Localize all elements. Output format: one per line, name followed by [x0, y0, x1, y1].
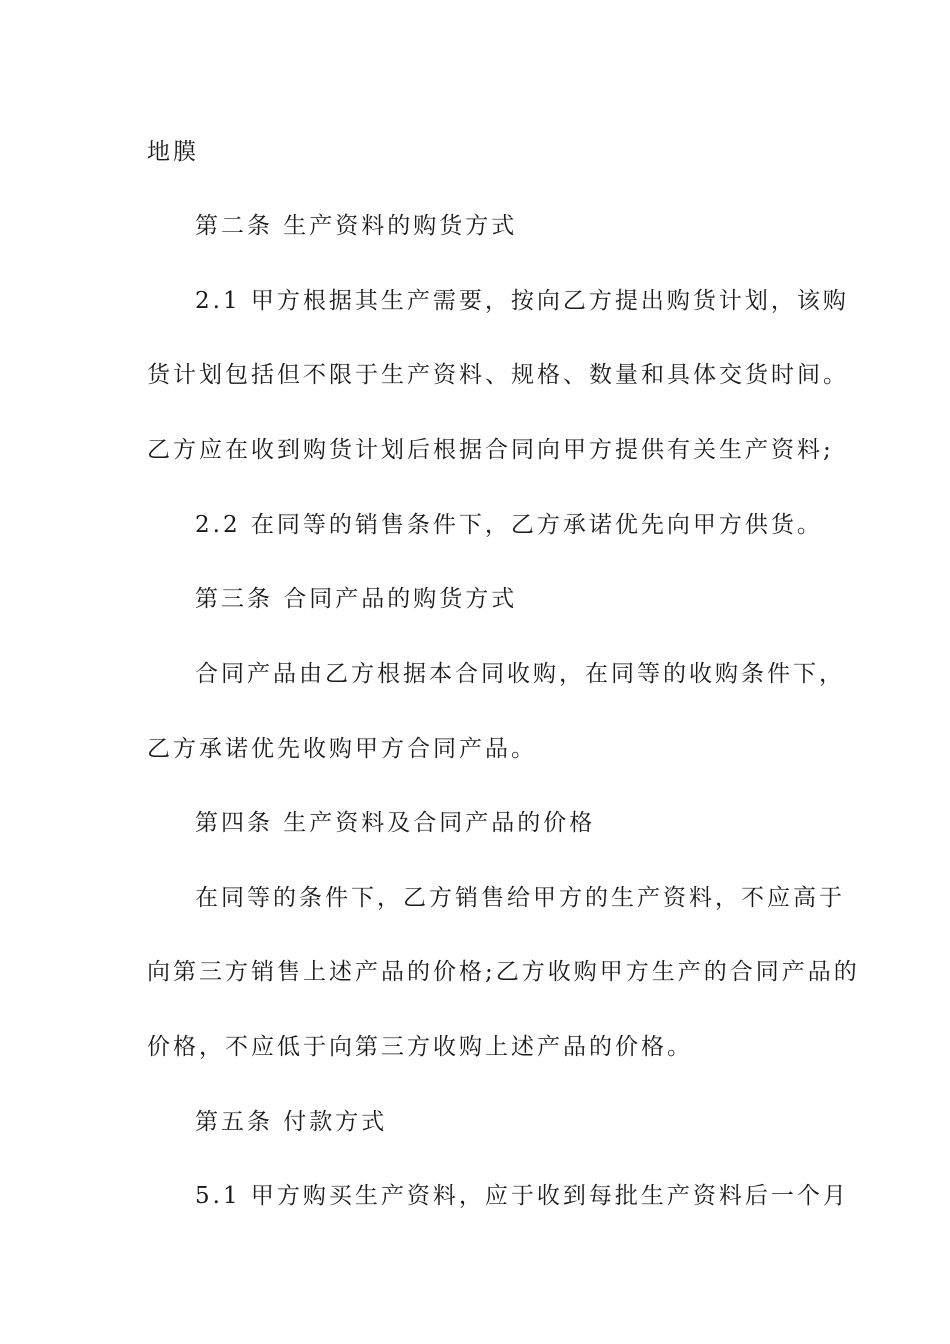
text-line-continuation: 地膜 [147, 139, 199, 165]
article-3-heading: 第三条 合同产品的购货方式 [195, 586, 518, 612]
article-4-text-line-3: 价格，不应低于向第三方收购上述产品的价格。 [147, 1034, 693, 1060]
article-4-text-line-1: 在同等的条件下，乙方销售给甲方的生产资料，不应高于 [195, 885, 845, 911]
clause-2-2: 2.2 在同等的销售条件下，乙方承诺优先向甲方供货。 [195, 512, 823, 538]
article-4-heading: 第四条 生产资料及合同产品的价格 [195, 810, 596, 836]
clause-2-1-line-2: 货计划包括但不限于生产资料、规格、数量和具体交货时间。 [147, 362, 849, 388]
clause-2-1-line-1: 2.1 甲方根据其生产需要，按向乙方提出购货计划，该购 [195, 288, 849, 314]
article-4-text-line-2: 向第三方销售上述产品的价格;乙方收购甲方生产的合同产品的 [147, 959, 860, 985]
article-3-text-line-1: 合同产品由乙方根据本合同收购，在同等的收购条件下， [195, 661, 845, 687]
clause-2-1-line-3: 乙方应在收到购货计划后根据合同向甲方提供有关生产资料; [147, 437, 834, 463]
article-3-text-line-2: 乙方承诺优先收购甲方合同产品。 [147, 736, 537, 762]
article-2-heading: 第二条 生产资料的购货方式 [195, 213, 518, 239]
article-5-heading: 第五条 付款方式 [195, 1109, 388, 1135]
clause-5-1-line-1: 5.1 甲方购买生产资料，应于收到每批生产资料后一个月 [195, 1183, 849, 1209]
